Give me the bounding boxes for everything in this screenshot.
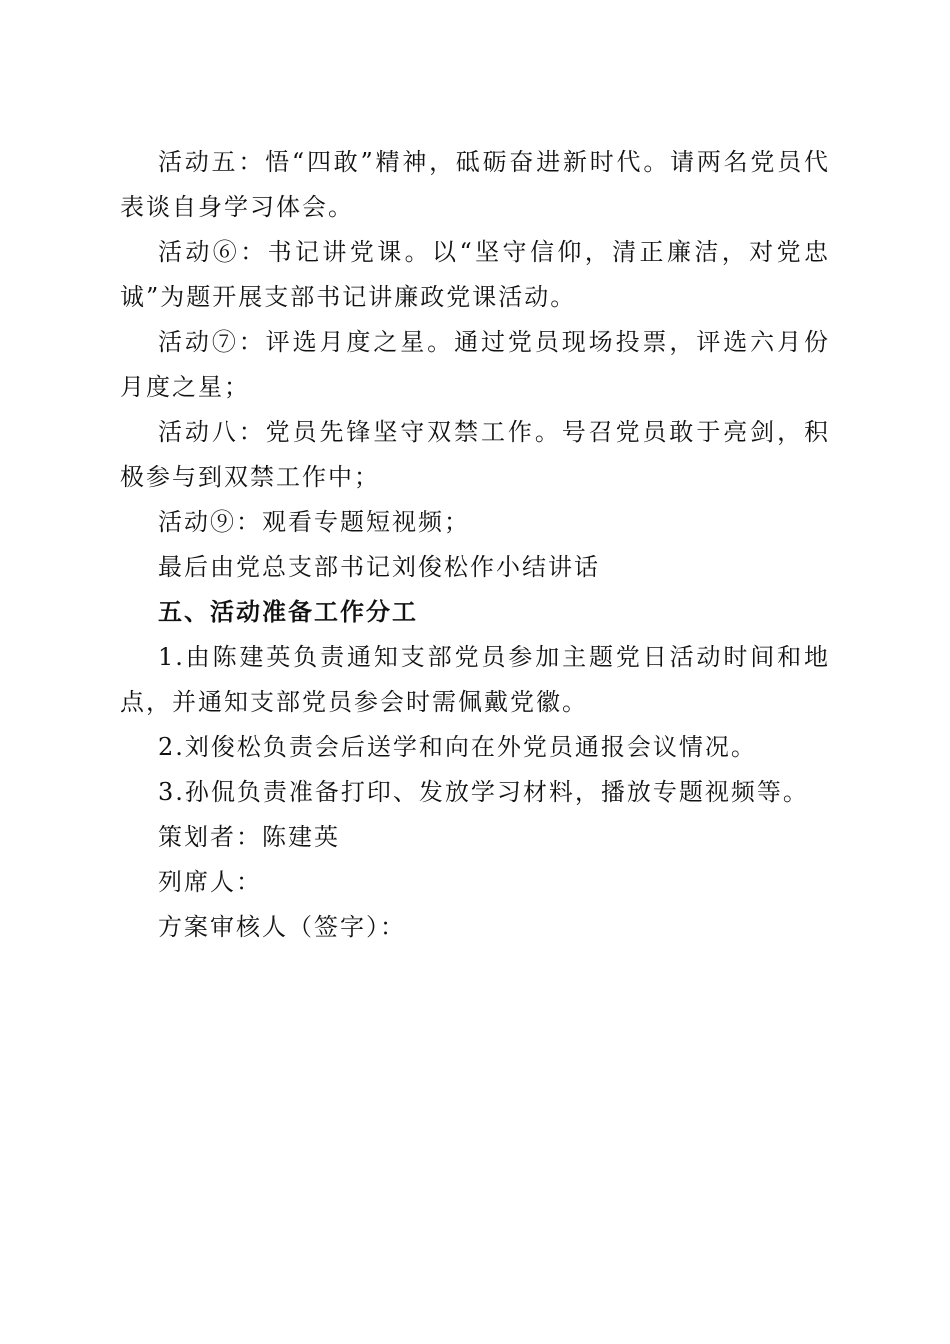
paragraph-task-2: 2.刘俊松负责会后送学和向在外党员通报会议情况。 (158, 733, 757, 761)
document-page (120, 140, 830, 950)
paragraph-activity-9: 活动⑨：观看专题短视频； (158, 508, 470, 536)
paragraph-activity-5: 活动五：悟“四敢”精神，砥砺奋进新时代。请两名党员代表谈自身学习体会。 (120, 148, 830, 221)
paragraph-activity-7: 活动⑦：评选月度之星。通过党员现场投票，评选六月份月度之星； (120, 328, 830, 401)
paragraph-task-3: 3.孙侃负责准备打印、发放学习材料，播放专题视频等。 (158, 778, 809, 806)
reviewer-signature-line: 方案审核人（签字）： (158, 913, 406, 941)
attendees-line: 列席人： (158, 868, 262, 896)
paragraph-activity-6: 活动⑥：书记讲党课。以“坚守信仰，清正廉洁，对党忠诚”为题开展支部书记讲廉政党课活动。 (120, 238, 830, 311)
paragraph-activity-8: 活动八：党员先锋坚守双禁工作。号召党员敢于亮剑，积极参与到双禁工作中； (120, 418, 830, 491)
paragraph-closing-speech: 最后由党总支部书记刘俊松作小结讲话 (158, 553, 600, 581)
section-heading: 五、活动准备工作分工 (158, 598, 418, 626)
planner-line: 策划者：陈建英 (158, 823, 340, 851)
paragraph-task-1: 1.由陈建英负责通知支部党员参加主题党日活动时间和地点，并通知支部党员参会时需佩戴党徽。 (120, 643, 830, 716)
